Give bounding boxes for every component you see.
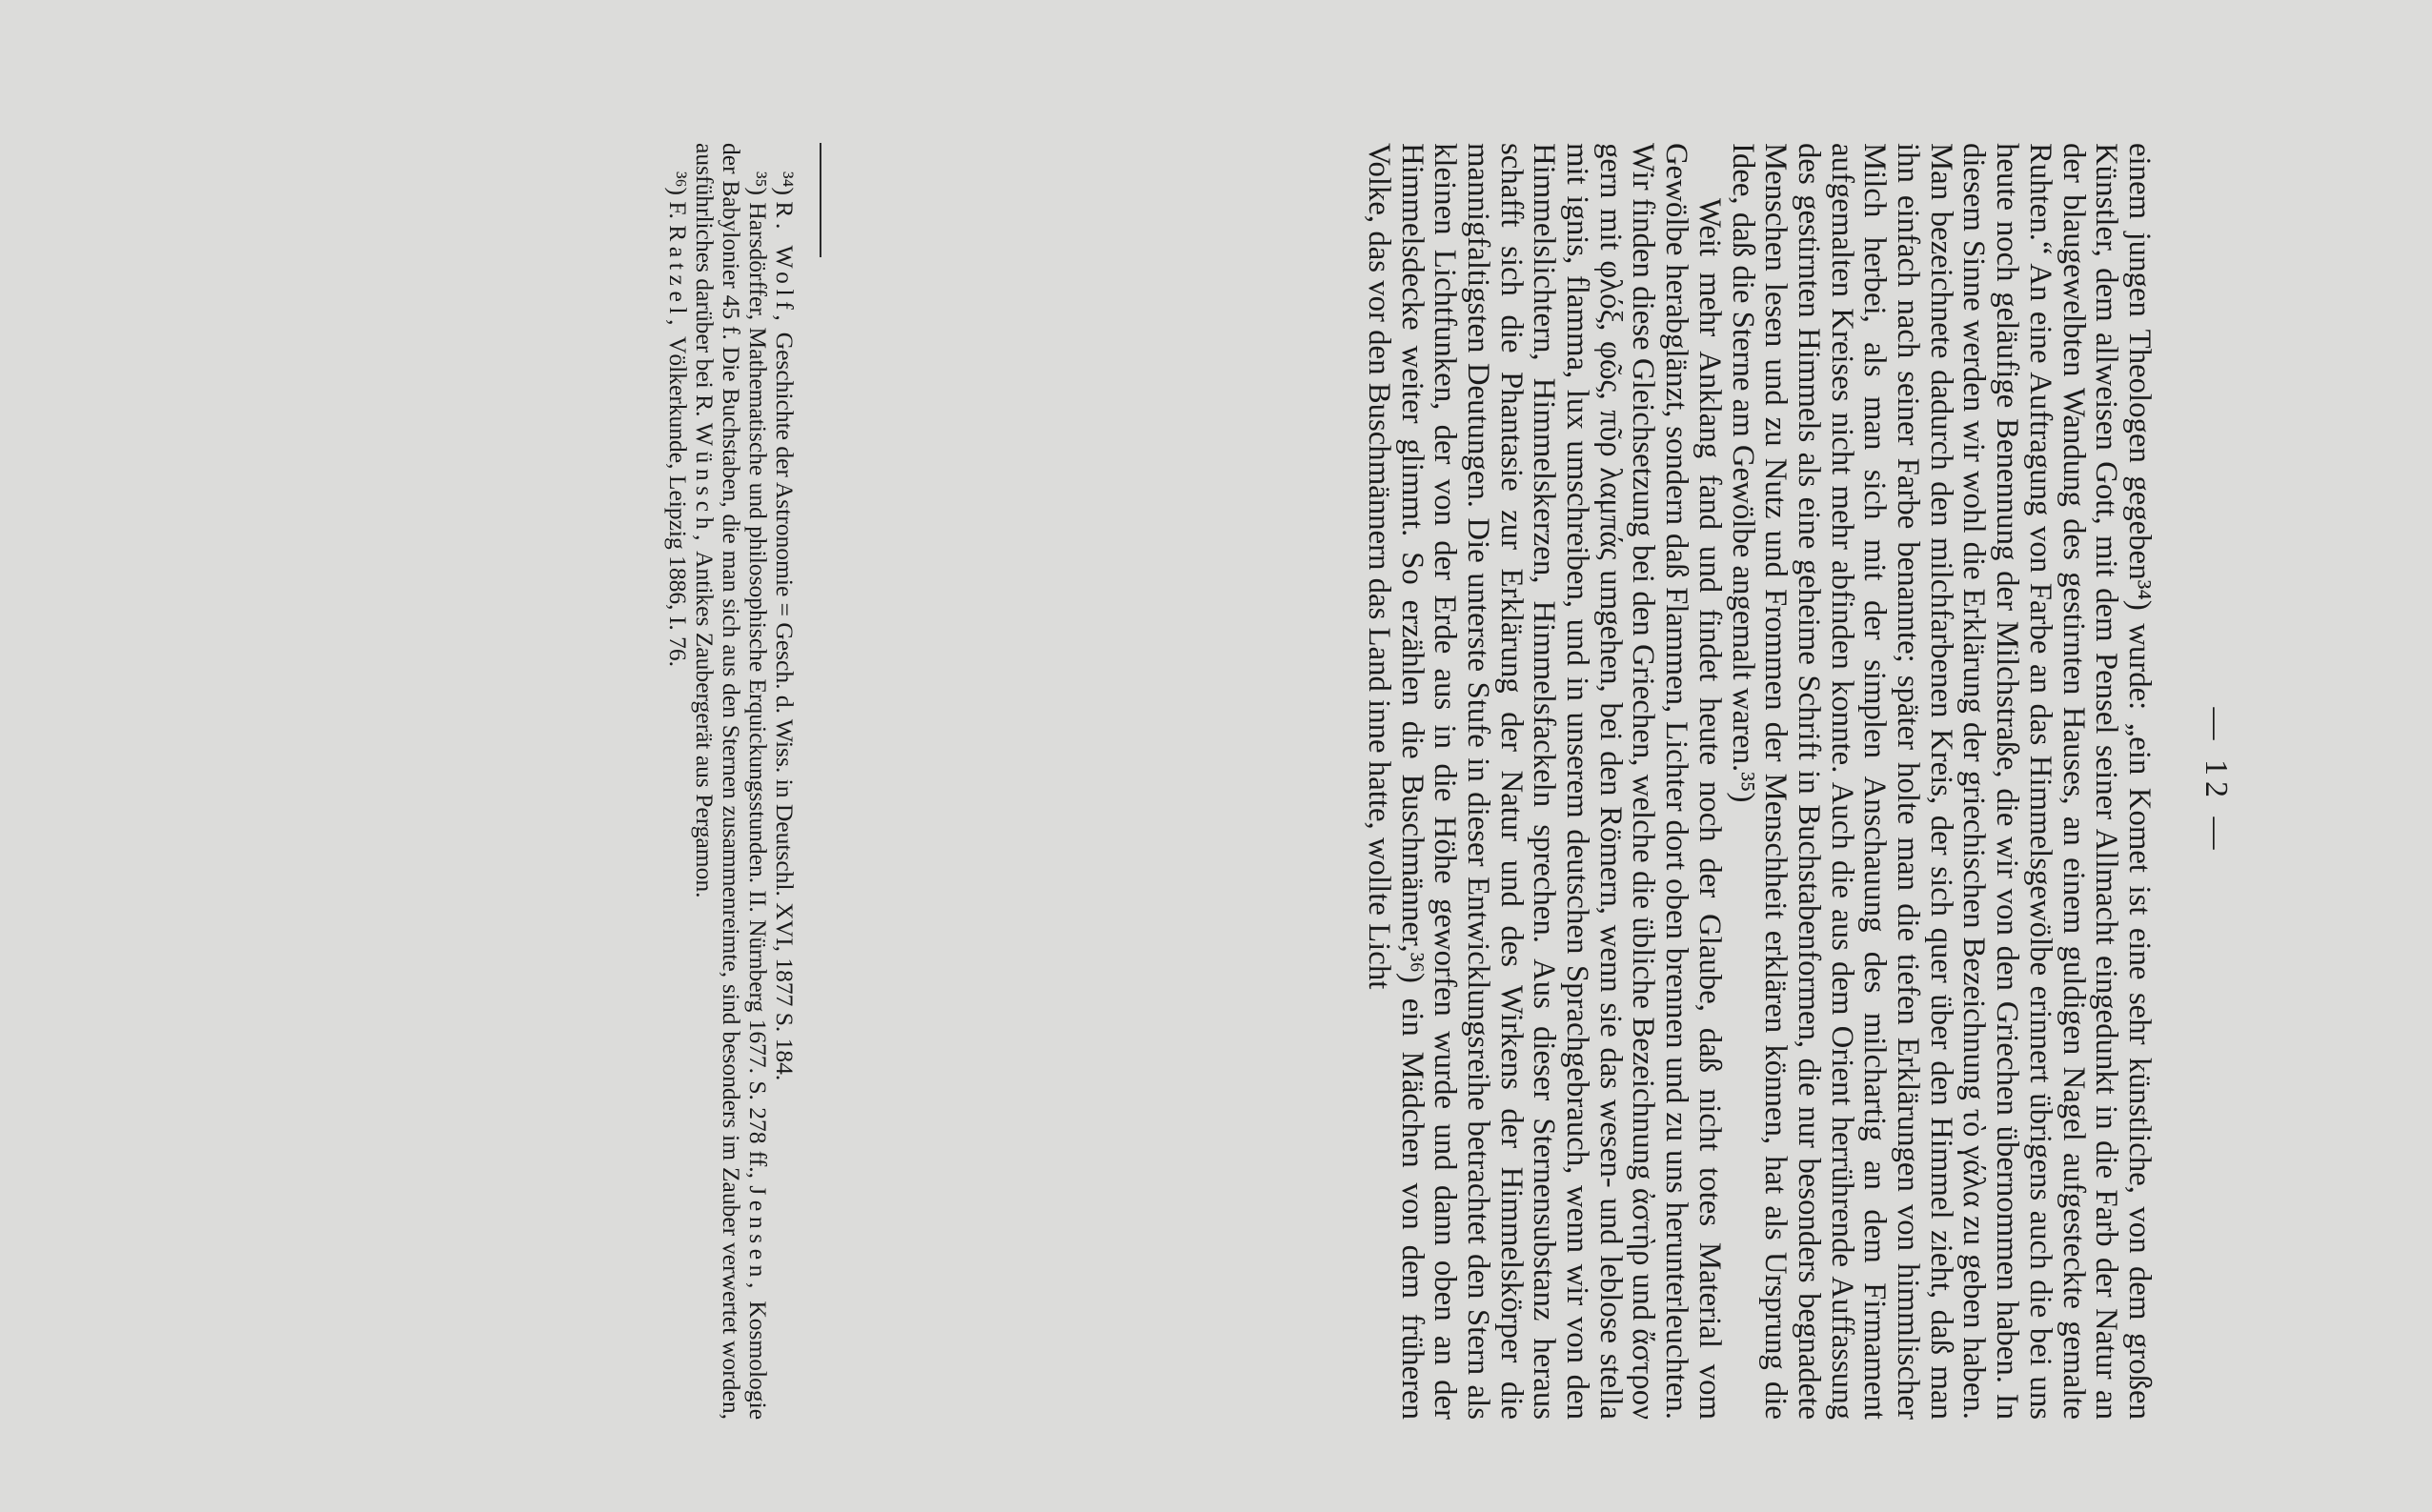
footnotes <box>664 143 798 1420</box>
page-number: — 12 — <box>2199 707 2234 856</box>
footnote-text: Völkerkunde, Leipzig 1886, I. 76. <box>664 336 692 668</box>
footnote-36 <box>664 143 691 1420</box>
footnote-author: Jensen, <box>744 1185 772 1295</box>
footnote-35 <box>691 143 771 1420</box>
footnote-text: Harsdörffer, Mathematische und philosophische Erquickungsstunden. II. Nürnberg 1677. S. 278 ff., <box>744 202 772 1179</box>
footnote-author: Wünsch, <box>691 422 719 547</box>
paragraph: einem jungen Theologen gegeben³⁴) wurde: „ein Komet ist eine sehr künstliche, von dem großen Künstler, dem allweisen Gott, mit dem Pensel seiner Allmacht eingedunkt in die Farb der Natur an der blaugewelbten Wandung des gestirnten Hauses, an einem guldigen Nagel aufgesteckte gemalte Ruhten.“ An eine Auftragung von Farbe an das Himmelsgewölbe erinnert übrigens auch die bei uns heute noch geläufige Benennung der Milchstraße, die wir von den Griechen übernommen haben. In diesem Sinne werden wir wohl die Erklärung der griechischen Bezeichnung τὸ γάλα zu geben haben. Man bezeichnete dadurch den milchfarbenen Kreis, der sich quer über den Himmel zieht, daß man ihn einfach nach seiner Farbe benannte; später holte man die tiefen Erklärungen von himmlischer Milch herbei, als man sich mit der simplen Anschauung des milchartig an dem Firmament aufgemalten Kreises nicht mehr abfinden konnte. Auch die aus dem Orient herrührende Auffassung des gestirnten Himmels als eine geheime Schrift in Buchstabenformen, die nur besonders begnadete Menschen lesen und zu Nutz und Frommen der Menschheit erklären können, hat als Ursprung die Idee, daß die Sterne am Gewölbe angemalt waren.³⁵) <box>1725 143 2157 1420</box>
footnote-marker: ³⁴) <box>771 171 799 196</box>
footnote-marker: ³⁶) <box>664 171 692 196</box>
footnote-marker: ³⁵) <box>744 171 772 196</box>
main-text <box>1362 143 2156 1420</box>
footnote-34 <box>771 143 798 1420</box>
footnote-text: Kosmologie der Babylonier 45 f. Die Buchstaben, die man sich aus den Sternen zusammenreimte, sind besonders im Zauber verwertet worden, ausführliches darüber bei R. <box>691 143 772 1421</box>
book-page <box>412 124 2241 1439</box>
footnote-text: Antikes Zaubergerät aus Pergamon. <box>691 551 719 898</box>
footnote-divider <box>820 143 821 257</box>
paragraph: Weit mehr Anklang fand und findet heute noch der Glaube, daß nicht totes Material vom Gewölbe herabglänzt, sondern daß Flammen, Lichter dort oben brennen und zu uns herunterleuchten. Wir finden diese Gleichsetzung bei den Griechen, welche die übliche Bezeichnung ἀστὴρ und ἄστρον gern mit φλόξ, φῶς, πῦρ λαμπάς umgehen, bei den Römern, wenn sie das wesen- und leblose stella mit ignis, flamma, lux umschreiben, und in unserem deutschen Sprachgebrauch, wenn wir von den Himmelslichtern, Himmelskerzen, Himmelsfackeln sprechen. Aus dieser Sternensubstanz heraus schafft sich die Phantasie zur Erklärung der Natur und des Wirkens der Himmelskörper die mannigfaltigsten Deutungen. Die unterste Stufe in dieser Entwicklungsreihe betrachtet den Stern als kleinen Lichtfunken, der von der Erde aus in die Höhe geworfen wurde und dann oben an der Himmelsdecke weiter glimmt. So erzählen die Buschmänner,³⁶) ein Mädchen von dem früheren Volke, das vor den Buschmännern das Land inne hatte, wollte Licht <box>1361 143 1727 1420</box>
footnote-text: F. <box>664 201 692 219</box>
footnote-text: Geschichte der Astronomie = Gesch. d. Wiss. in Deutschl. XVI, 1877 S. 184. <box>771 332 799 1081</box>
footnote-author: R. Wolf, <box>771 201 799 327</box>
footnote-author: Ratzel, <box>664 225 692 332</box>
